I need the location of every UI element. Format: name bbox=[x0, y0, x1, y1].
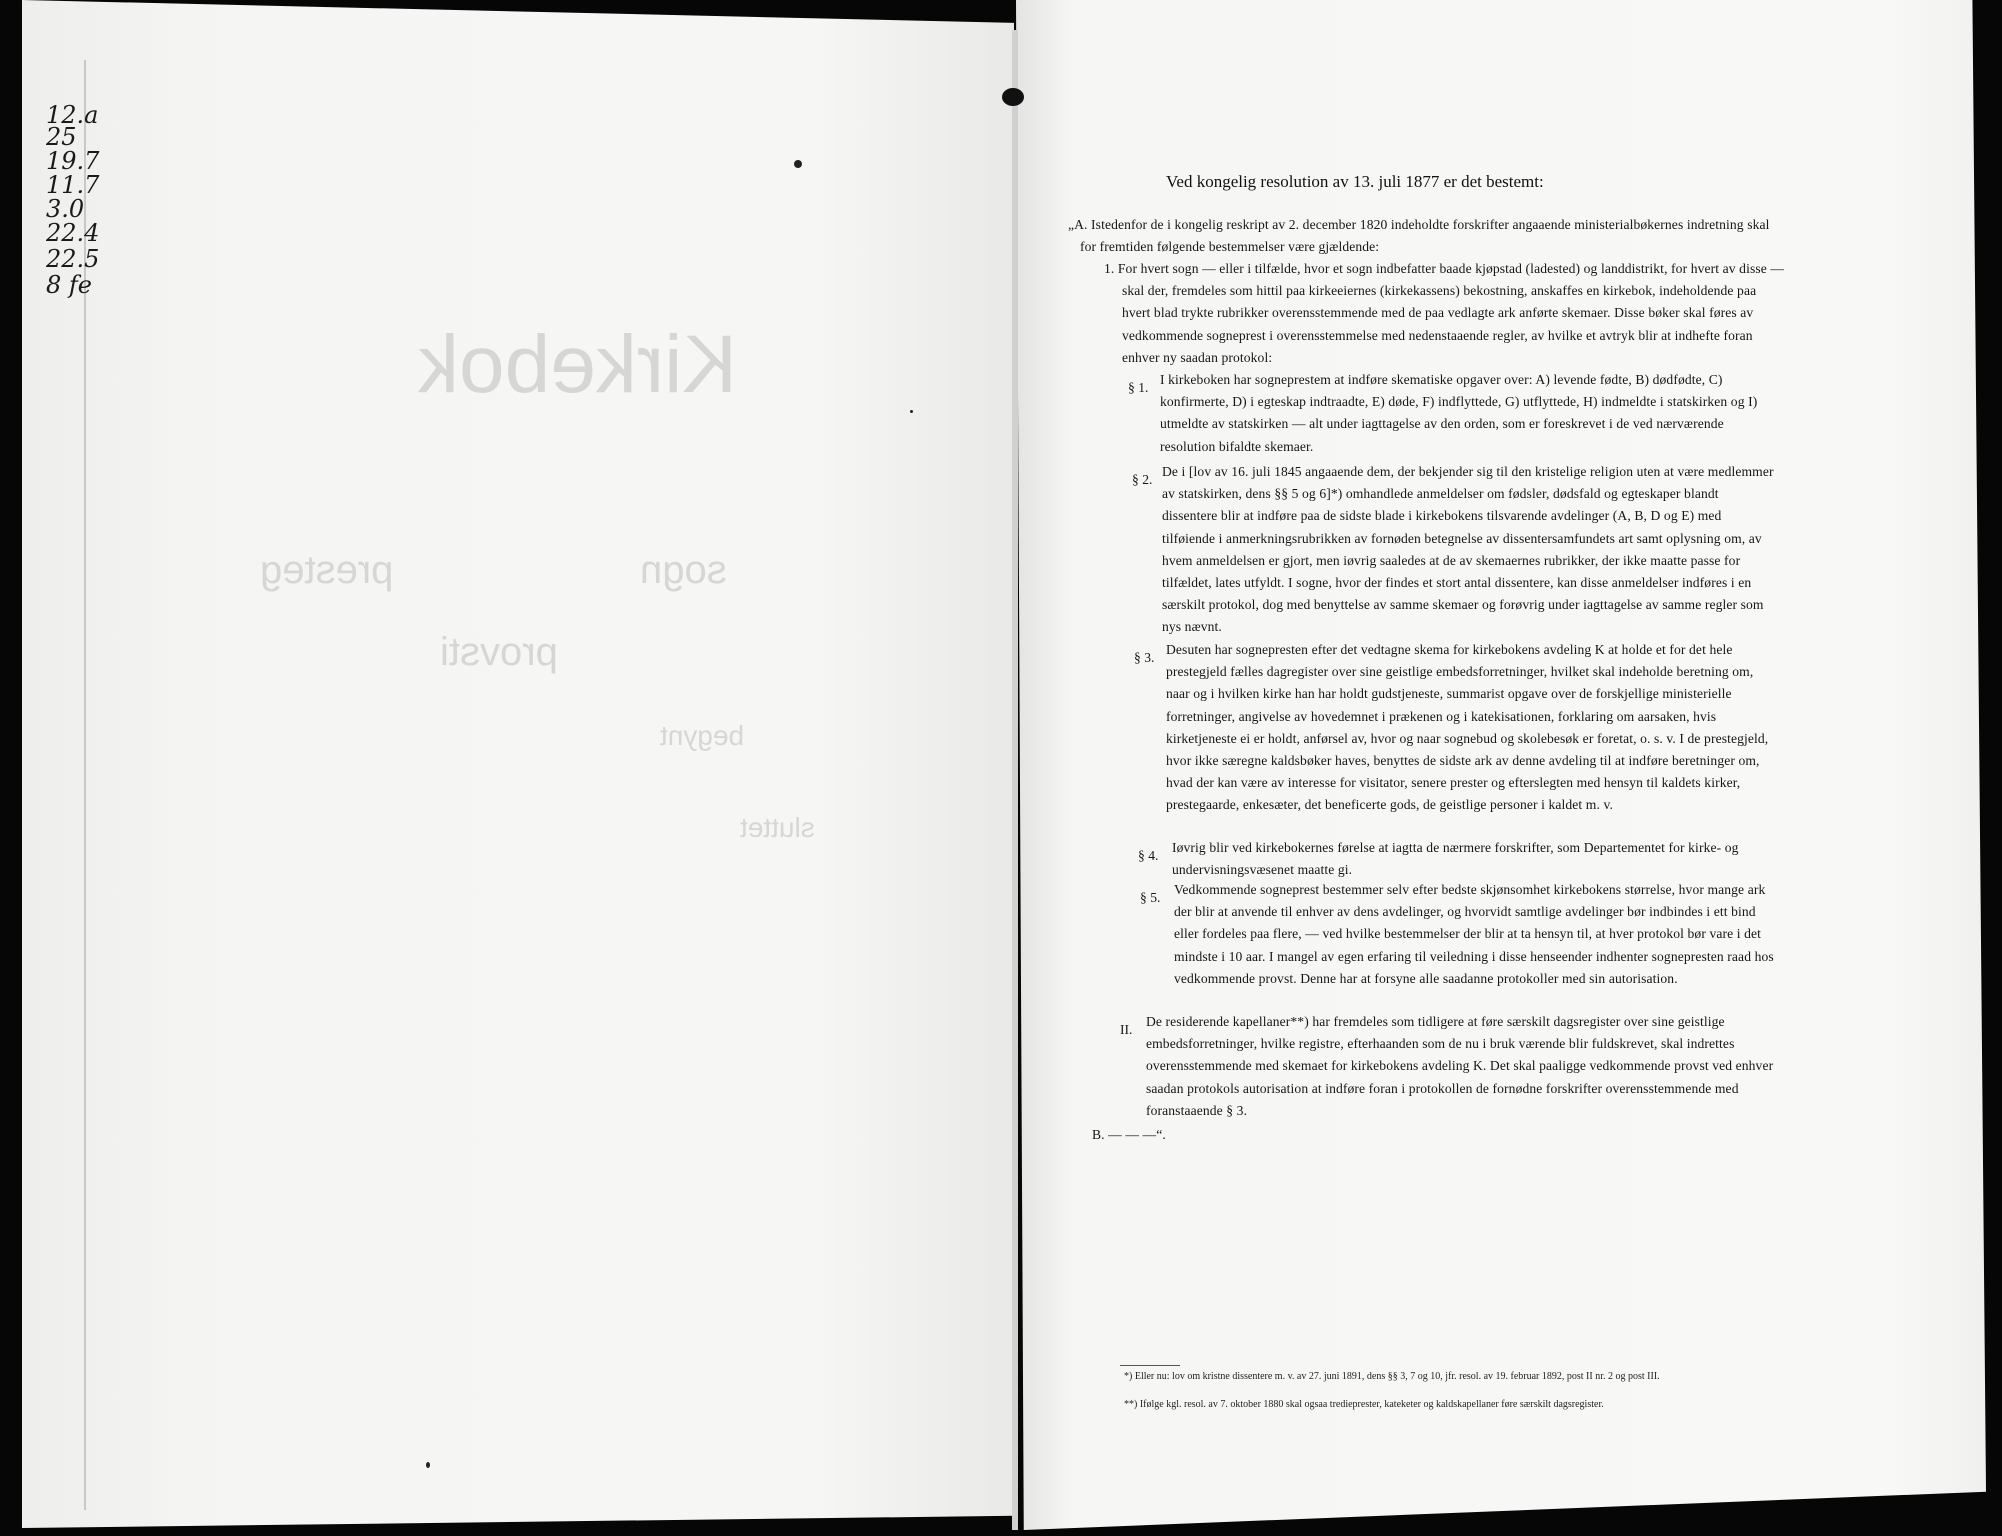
footnote-rule bbox=[1120, 1365, 1180, 1366]
section-1-label: § 1. bbox=[1128, 380, 1149, 395]
section-2-text: De i [lov av 16. juli 1845 angaaende dem, der bekjender sig til den kristelige religion uten at være medlemmer av statskirken, dens §§ 5 og 6]*) omhandlede anmeldelser om fødsler, dødsfald og egteskaper blandt dissentere blir at indføre paa de sidste blade i kirkebokens tilsvarende avdelinger (A, B, D og E) med tilføiende i anmerkningsrubrikken av fornøden betegnelse av dissentersamfundets art samt oplysning om, av hvem anmeldelsen er gjort, men iøvrig saaledes at de av skemaernes rubrikker, der ikke maatte passe for tilfældet, lates utfyldt. I sogne, hvor der findes et stort antal dissentere, kan disse anmeldelser indføres i en særskilt protokol, dog med benyttelse av samme skemaer og forøvrig under iagttagelse av samme regler som nys nævnt. bbox=[1162, 464, 1774, 635]
ink-spot bbox=[426, 1462, 430, 1468]
bleed-through-line: sluttet bbox=[740, 812, 815, 843]
bleed-through-title: Kirkebok bbox=[418, 319, 738, 410]
footnote-1: *) Eller nu: lov om kristne dissentere m. v. av 27. juni 1891, dens §§ 3, 7 og 10, jfr. resol. av 19. februar 1892, post II nr. 2 og post III. bbox=[1124, 1371, 1660, 1382]
margin-date: 22.5 bbox=[46, 245, 100, 273]
item-2-text: De residerende kapellaner**) har fremdeles som tidligere at føre særskilt dagsregister over sine geistlige embedsforretninger, hvilke registre, efterhaanden som de nu i bruk værende blir fuldskrevet, skal indrettes overensstemmende med skemaet for kirkebokens avdeling K. Det skal paaligge vedkommende provst ved enhver saadan protokols autorisation at indføre foran i protokollen de fornødne forskrifter overensstemmende med foranstaaende § 3. bbox=[1146, 1014, 1774, 1118]
margin-date: 12.a bbox=[46, 101, 99, 129]
section-4-text: Iøvrig blir ved kirkebokernes førelse at iagtta de nærmere forskrifter, som Departementet for kirke- og undervisningsvæsenet maatte gi. bbox=[1172, 840, 1739, 878]
footnote-2: **) Ifølge kgl. resol. av 7. oktober 1880 skal ogsaa tredieprester, kateketer og kaldskapellaner føre særskilt dagsregister. bbox=[1124, 1399, 1604, 1410]
resolution-heading: Ved kongelig resolution av 13. juli 1877 er det bestemt: bbox=[1166, 172, 1544, 191]
section-3-label: § 3. bbox=[1134, 650, 1155, 665]
item-2-label: II. bbox=[1120, 1022, 1133, 1037]
margin-date: 11.7 bbox=[46, 171, 100, 199]
item-1: 1. For hvert sogn — eller i tilfælde, hvor et sogn indbefatter baade kjøpstad (ladested) og landdistrikt, for hvert av disse — skal der, fremdeles som hittil paa kirkeeiernes (kirkekassens) bekostning, anskaffes en kirkebok, indeholdende paa hvert blad trykte rubrikker overensstemmende med de paa vedlagte ark anførte skemaer. Disse bøker skal føres av vedkommende sogneprest i overensstemmelse med nedenstaaende regler, av hvilke et avtryk blir at indhefte foran enhver ny saadan protokol: bbox=[1104, 261, 1785, 365]
ink-spot bbox=[910, 410, 913, 413]
section-2-label: § 2. bbox=[1132, 472, 1153, 487]
bleed-through-line: begynt bbox=[660, 720, 745, 751]
bleed-through-line: provsti bbox=[440, 630, 558, 674]
binding-hole bbox=[1002, 88, 1024, 106]
book-gutter bbox=[1012, 30, 1018, 1530]
ink-spot bbox=[794, 160, 802, 168]
bleed-through-line: presteg bbox=[260, 548, 394, 592]
margin-date: 8 fe bbox=[46, 271, 92, 299]
left-page bbox=[22, 0, 1014, 1528]
section-1-text: I kirkeboken har sogneprestem at indføre skematiske opgaver over: A) levende fødte, B) dødfødte, C) konfirmerte, D) i egteskap indtraadte, E) døde, F) indflyttede, G) utflyttede, H) indmeldte i statskirken og I) utmeldte av statskirken — alt under iagttagelse av den orden, som er foreskrevet i de ved nærværende resolution bifaldte skemaer. bbox=[1160, 372, 1758, 454]
margin-date: 19.7 bbox=[46, 147, 100, 175]
paragraph-a: „A. Istedenfor de i kongelig reskript av 2. december 1820 indeholdte forskrifter angaaende ministerialbøkernes indretning skal for fremtiden følgende bestemmelser være gjældende: bbox=[1068, 217, 1770, 255]
section-3-text: Desuten har sognepresten efter det vedtagne skema for kirkebokens avdeling K at holde et for det hele prestegjeld fælles dagregister over sine geistlige embedsforretninger, hvilket skal indeholde beretning om, naar og i hvilken kirke han har holdt gudstjeneste, summarist opgave over de forskjellige ministerielle forretninger, angivelse av hovedemnet i prækenen og i katekisationen, forklaring om aarsaken, hvis kirketjeneste ei er holdt, anførsel av, hvor og naar sognebud og skolebesøk er foretat, o. s. v. I de prestegjeld, hvor ikke særegne kaldsbøker haves, benyttes de sidste ark av denne avdeling til at indføre beretninger om, hvad der kan være av interesse for visitator, senere prester og efterslegten med hensyn til kaldets kirker, prestegaarde, enkesæter, det beneficerte gods, de geistlige personer i kaldet m. v. bbox=[1166, 642, 1769, 813]
item-b: B. — — —“. bbox=[1092, 1127, 1166, 1142]
section-5-label: § 5. bbox=[1140, 890, 1161, 905]
margin-date: 3.0 bbox=[46, 195, 85, 223]
bleed-through-line: sogn bbox=[640, 548, 727, 592]
section-5-text: Vedkommende sogneprest bestemmer selv efter bedste skjønsomhet kirkebokens størrelse, hvor mange ark der blir at anvende til enhver av dens avdelinger, og hvorvidt samtlige avdelinger bør indbindes i ett bind eller fordeles paa flere, — ved hvilke bestemmelser der blir at ta hensyn til, at hver protokol bør vare i det mindste i 10 aar. I mangel av egen erfaring til veiledning i disse henseender indhenter sognepresten raad hos vedkommende provst. Denne har at forsyne alle saadanne protokoller med sin autorisation. bbox=[1174, 882, 1774, 986]
margin-date: 22.4 bbox=[46, 219, 100, 247]
margin-date: 25 bbox=[46, 123, 77, 151]
section-4-label: § 4. bbox=[1138, 848, 1159, 863]
